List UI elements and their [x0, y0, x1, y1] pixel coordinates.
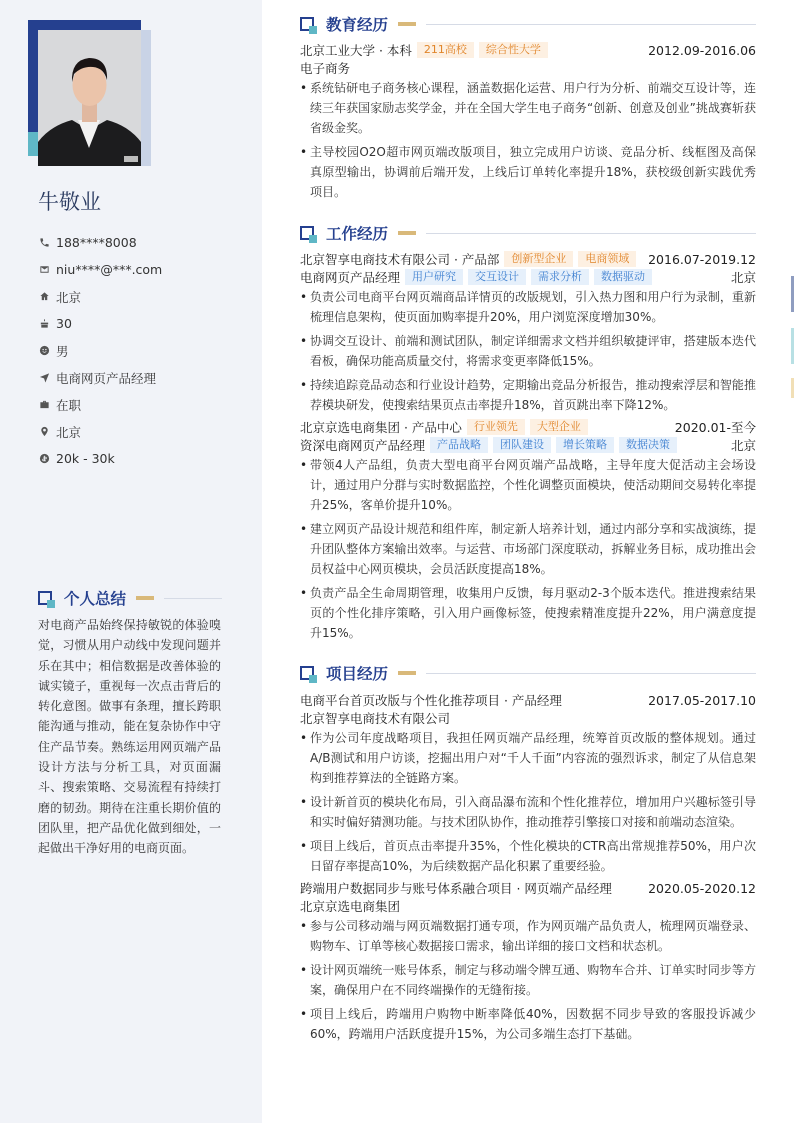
project-date: 2017.05-2017.10 — [648, 692, 756, 708]
work-entry-1 — [300, 250, 756, 419]
project-bullets — [300, 728, 756, 876]
info-phone — [38, 229, 162, 256]
role-tag: 产品战略 — [430, 437, 488, 453]
cake-icon — [38, 318, 50, 330]
bullet-item: • 设计网页端统一账号体系，制定与移动端令牌互通、购物车合并、订单实时同步等方案，确保用户在不同终端操作的无缝衔接。 — [300, 960, 756, 1000]
info-age-text: 30 — [56, 316, 72, 331]
work-company-row — [300, 418, 756, 436]
info-position-text: 电商网页产品经理 — [56, 370, 157, 386]
info-email — [38, 256, 162, 283]
role-tag: 数据驱动 — [594, 269, 652, 285]
education-school: 北京工业大学 · 本科 — [300, 43, 412, 58]
work-company: 北京智享电商技术有限公司 · 产品部 — [300, 252, 500, 267]
role-tag: 团队建设 — [493, 437, 551, 453]
info-salary — [38, 445, 162, 472]
section-divider — [426, 24, 756, 25]
work-city: 北京 — [730, 270, 756, 285]
role-tag: 数据决策 — [619, 437, 677, 453]
gender-icon — [38, 345, 50, 357]
info-home — [38, 283, 162, 310]
education-date: 2012.09-2016.06 — [648, 42, 756, 58]
phone-icon — [38, 237, 50, 249]
projects-title: 项目经历 — [326, 665, 389, 683]
work-section-header — [300, 222, 756, 244]
section-square-icon — [300, 666, 314, 680]
info-email-text: niu****@***.com — [56, 262, 163, 277]
location-icon — [38, 426, 50, 438]
work-company: 北京京选电商集团 · 产品中心 — [300, 420, 462, 435]
info-location — [38, 418, 162, 445]
role-tag: 用户研究 — [405, 269, 463, 285]
role-tag: 增长策略 — [556, 437, 614, 453]
home-icon — [38, 291, 50, 303]
send-icon — [38, 372, 50, 384]
bullet-item: • 项目上线后，跨端用户购物中断率降低40%，因数据不同步导致的客服投诉减少60%，跨端用户活跃度提升15%，为公司多端生态打下基础。 — [300, 1004, 756, 1044]
bullet-item: • 负责公司电商平台网页端商品详情页的改版规划，引入热力图和用户行为录制，重新梳理信息架构，使页面加购率提升20%，用户浏览深度增加30%。 — [300, 287, 756, 327]
bullet-item: • 设计新首页的模块化布局，引入商品瀑布流和个性化推荐位，增加用户兴趣标签引导和实时偏好猜测功能。与技术团队协作，推动推荐引擎接口对接和前端动态渲染。 — [300, 792, 756, 832]
project-name-row — [300, 691, 756, 709]
bullet-item: • 持续追踪竞品动态和行业设计趋势，定期输出竞品分析报告，推动搜索浮层和智能推荐模块研发，使搜索结果页点击率提升18%，首页跳出率下降12%。 — [300, 375, 756, 415]
bullet-item: • 主导校园O2O超市网页端改版项目，独立完成用户访谈、竞品分析、线框图及高保真原型输出，协调前后端开发，上线后订单转化率提升18%，获校级创新实践优秀项目。 — [300, 142, 756, 202]
profile-photo-frame — [28, 20, 151, 166]
section-dash — [398, 231, 416, 235]
info-gender — [38, 337, 162, 364]
info-home-text: 北京 — [56, 289, 82, 305]
project-bullets — [300, 916, 756, 1044]
bullet-item: • 建立网页产品设计规范和组件库，制定新人培养计划，通过内部分享和实战演练，提升团队整体方案输出效率。与运营、市场部门深度联动，拆解业务目标，成功推出会员权益中心网页模块，会员活跃度提高18%。 — [300, 519, 756, 579]
company-tag: 行业领先 — [467, 419, 525, 435]
bullet-item: • 项目上线后，首页点击率提升35%，个性化模块的CTR高出常规推荐50%，用户次日留存率提高10%，为后续数据产品化积累了重要经验。 — [300, 836, 756, 876]
work-title: 工作经历 — [326, 225, 389, 243]
section-divider — [164, 598, 222, 599]
summary-section-header — [38, 587, 222, 609]
section-square-icon — [300, 17, 314, 31]
education-bullets — [300, 78, 756, 202]
bullet-item: • 参与公司移动端与网页端数据打通专项，作为网页端产品负责人，梳理网页端登录、购物车、订单等核心数据接口需求，输出详细的接口文档和状态机。 — [300, 916, 756, 956]
briefcase-icon — [38, 399, 50, 411]
bullet-item: • 负责产品全生命周期管理，收集用户反馈，每月驱动2-3个版本迭代。推进搜索结果页的个性化排序策略，引入用户画像标签，使搜索精准度提升22%，用户满意度提升15%。 — [300, 583, 756, 643]
summary-title: 个人总结 — [64, 590, 127, 608]
education-major: 电子商务 — [300, 61, 351, 76]
education-school-row — [300, 41, 756, 59]
info-location-text: 北京 — [56, 424, 82, 440]
bullet-item: • 带领4人产品组，负责大型电商平台网页端产品战略，主导年度大促活动主会场设计，通过用户分群与实时数据监控，个性化调整页面模块，使活动期间交易转化率提升25%，客单价提升10%。 — [300, 455, 756, 515]
role-tag: 需求分析 — [531, 269, 589, 285]
education-section-header — [300, 13, 756, 35]
section-divider — [426, 233, 756, 234]
project-company: 北京京选电商集团 — [300, 899, 401, 914]
sidebar — [0, 0, 262, 1123]
company-tag: 创新型企业 — [504, 251, 573, 267]
summary-text: 对电商产品始终保持敏锐的体验嗅觉，习惯从用户动线中发现问题并乐在其中；相信数据是改善体验的诚实镜子，重视每一次点击背后的转化意图。做事有条理，擅长跨职能沟通与推动，能在复杂协作中守住产品节奏。熟练运用网页端产品设计方法与分析工具，对页面漏斗、搜索策略、交易流程有持续打磨的韧劲。期待在注重长期价值的团队里，把产品优化做到细处，一起做出干净好用的电商页面。 — [38, 618, 221, 856]
info-salary-text: 20k - 30k — [56, 451, 115, 466]
company-tag: 电商领域 — [578, 251, 636, 267]
project-name-row — [300, 879, 756, 897]
section-dash — [398, 671, 416, 675]
salary-icon — [38, 453, 50, 465]
info-gender-text: 男 — [56, 343, 69, 359]
work-bullets — [300, 287, 756, 415]
work-role: 资深电商网页产品经理 — [300, 438, 426, 453]
section-dash — [136, 596, 154, 600]
profile-name: 牛敬业 — [38, 190, 101, 214]
work-date: 2020.01-至今 — [674, 420, 756, 435]
section-square-icon — [38, 591, 52, 605]
work-role-row — [300, 268, 756, 286]
project-entry-1 — [300, 691, 756, 880]
mail-icon — [38, 264, 50, 276]
project-date: 2020.05-2020.12 — [648, 880, 756, 896]
company-tag: 大型企业 — [530, 419, 588, 435]
education-entry — [300, 41, 756, 206]
section-dash — [398, 22, 416, 26]
info-age — [38, 310, 162, 337]
project-name: 电商平台首页改版与个性化推荐项目 · 产品经理 — [300, 693, 562, 708]
education-tag: 211高校 — [417, 42, 474, 58]
profile-photo — [38, 30, 141, 166]
bullet-item: • 系统钻研电子商务核心课程，涵盖数据化运营、用户行为分析、前端交互设计等，连续三年获国家励志奖学金，并在全国大学生电子商务“创新、创意及创业”挑战赛斩获省级金奖。 — [300, 78, 756, 138]
bullet-item: • 协调交互设计、前端和测试团队，制定详细需求文档并组织敏捷评审，搭建版本迭代看板，确保功能高质量交付，将需求变更率降低15%。 — [300, 331, 756, 371]
project-company: 北京智享电商技术有限公司 — [300, 711, 451, 726]
work-role-row — [300, 436, 756, 454]
work-bullets — [300, 455, 756, 643]
bullet-item: • 作为公司年度战略项目，我担任网页端产品经理，统筹首页改版的整体规划。通过A/B测试和用户访谈，挖掘出用户对“千人千面”内容流的强烈诉求，制定了从信息架构到推荐算法的全链路方案。 — [300, 728, 756, 788]
work-city: 北京 — [730, 438, 756, 453]
project-name: 跨端用户数据同步与账号体系融合项目 · 网页端产品经理 — [300, 881, 612, 896]
work-role: 电商网页产品经理 — [300, 270, 401, 285]
projects-section-header — [300, 662, 756, 684]
work-date: 2016.07-2019.12 — [648, 251, 756, 267]
education-tag: 综合性大学 — [479, 42, 548, 58]
project-entry-2 — [300, 879, 756, 1048]
work-company-row — [300, 250, 756, 268]
section-divider — [426, 673, 756, 674]
info-status — [38, 391, 162, 418]
role-tag: 交互设计 — [468, 269, 526, 285]
info-position — [38, 364, 162, 391]
info-status-text: 在职 — [56, 397, 82, 413]
avatar-portrait-icon — [38, 30, 141, 166]
info-phone-text: 188****8008 — [56, 235, 137, 250]
work-entry-2 — [300, 418, 756, 647]
section-square-icon — [300, 226, 314, 240]
contact-info-list — [38, 229, 162, 472]
education-title: 教育经历 — [326, 16, 389, 34]
